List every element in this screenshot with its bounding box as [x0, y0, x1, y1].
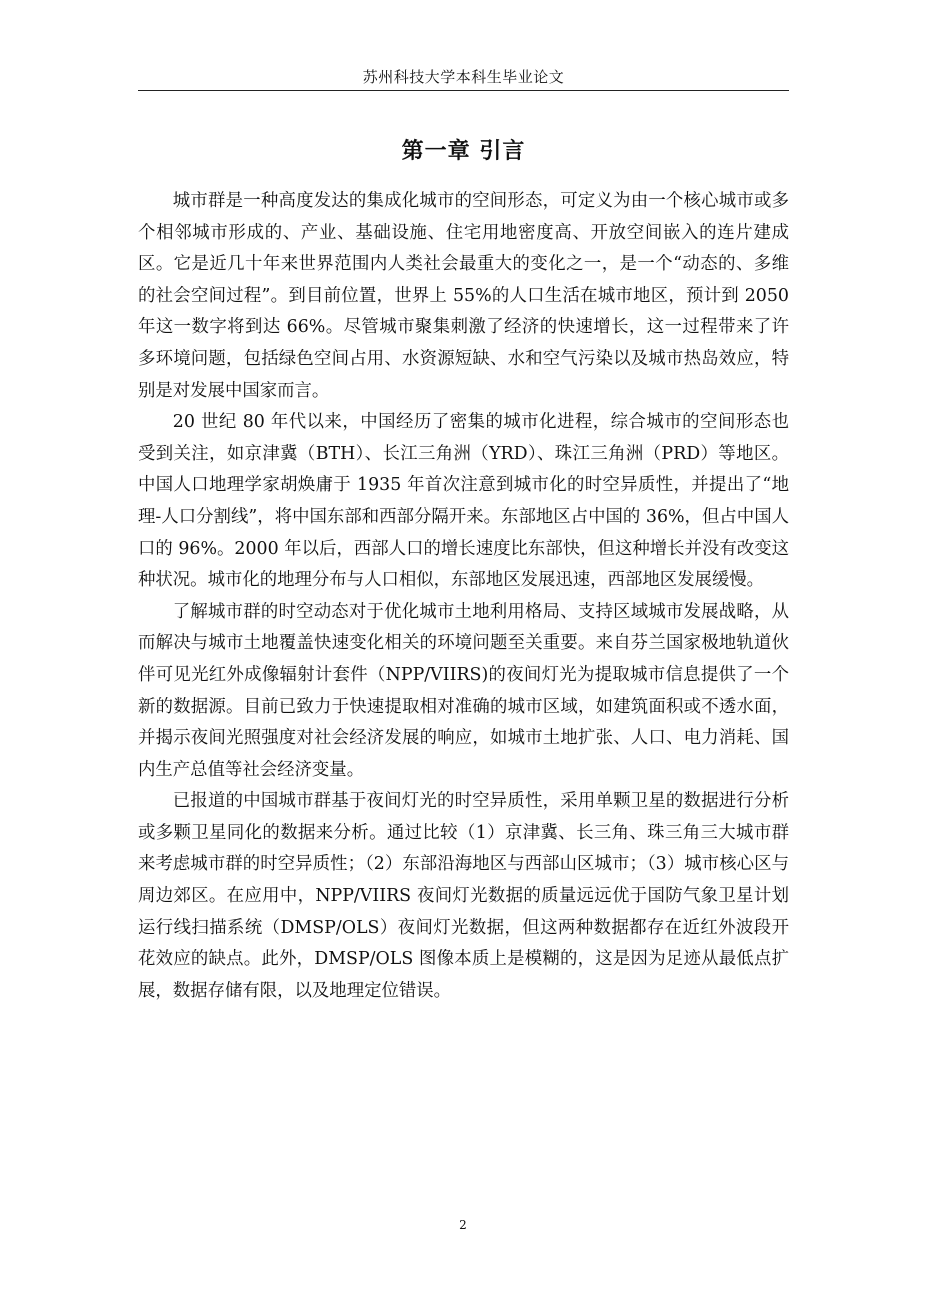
header-rule: [138, 90, 789, 91]
body-text: [138, 186, 789, 1007]
paragraph-3: 了解城市群的时空动态对于优化城市土地利用格局、支持区域城市发展战略，从而解决与城市土地覆盖快速变化相关的环境问题至关重要。来自芬兰国家极地轨道伙伴可见光红外成像辐射计套件（NPP/VIIRS)的夜间灯光为提取城市信息提供了一个新的数据源。目前已致力于快速提取相对准确的城市区域，如建筑面积或不透水面，并揭示夜间光照强度对社会经济发展的响应，如城市土地扩张、人口、电力消耗、国内生产总值等社会经济变量。: [138, 601, 789, 780]
chapter-title: 第一章 引言: [401, 139, 526, 164]
paragraph-2: 20 世纪 80 年代以来，中国经历了密集的城市化进程，综合城市的空间形态也受到关注，如京津冀（BTH）、长江三角洲（YRD）、珠江三角洲（PRD）等地区。中国人口地理学家胡焕庸于 1935 年首次注意到城市化的时空异质性，并提出了“地理-人口分割线”，将中国东部和西部分隔开来。东部地区占中国的 36%，但占中国人口的 96%。2000 年以后，西部人口的增长速度比东部快，但这种增长并没有改变这种状况。城市化的地理分布与人口相似，东部地区发展迅速，西部地区发展缓慢。: [138, 412, 789, 591]
page-number: 2: [459, 1218, 467, 1232]
running-header: 苏州科技大学本科生毕业论文: [362, 68, 565, 86]
paragraph-1: 城市群是一种高度发达的集成化城市的空间形态，可定义为由一个核心城市或多个相邻城市形成的、产业、基础设施、住宅用地密度高、开放空间嵌入的连片建成区。它是近几十年来世界范围内人类社会最重大的变化之一，是一个“动态的、多维的社会空间过程”。到目前位置，世界上 55%的人口生活在城市地区，预计到 2050 年这一数字将到达 66%。尽管城市聚集刺激了经济的快速增长，这一过程带来了许多环境问题，包括绿色空间占用、水资源短缺、水和空气污染以及城市热岛效应，特别是对发展中国家而言。: [138, 191, 789, 401]
paragraph-4: 已报道的中国城市群基于夜间灯光的时空异质性，采用单颗卫星的数据进行分析或多颗卫星同化的数据来分析。通过比较（1）京津冀、长三角、珠三角三大城市群来考虑城市群的时空异质性；（2）东部沿海地区与西部山区城市；（3）城市核心区与周边郊区。在应用中，NPP/VIIRS 夜间灯光数据的质量远远优于国防气象卫星计划运行线扫描系统（DMSP/OLS）夜间灯光数据，但这两种数据都存在近红外波段开花效应的缺点。此外，DMSP/OLS 图像本质上是模糊的，这是因为足迹从最低点扩展，数据存储有限，以及地理定位错误。: [138, 791, 789, 1001]
